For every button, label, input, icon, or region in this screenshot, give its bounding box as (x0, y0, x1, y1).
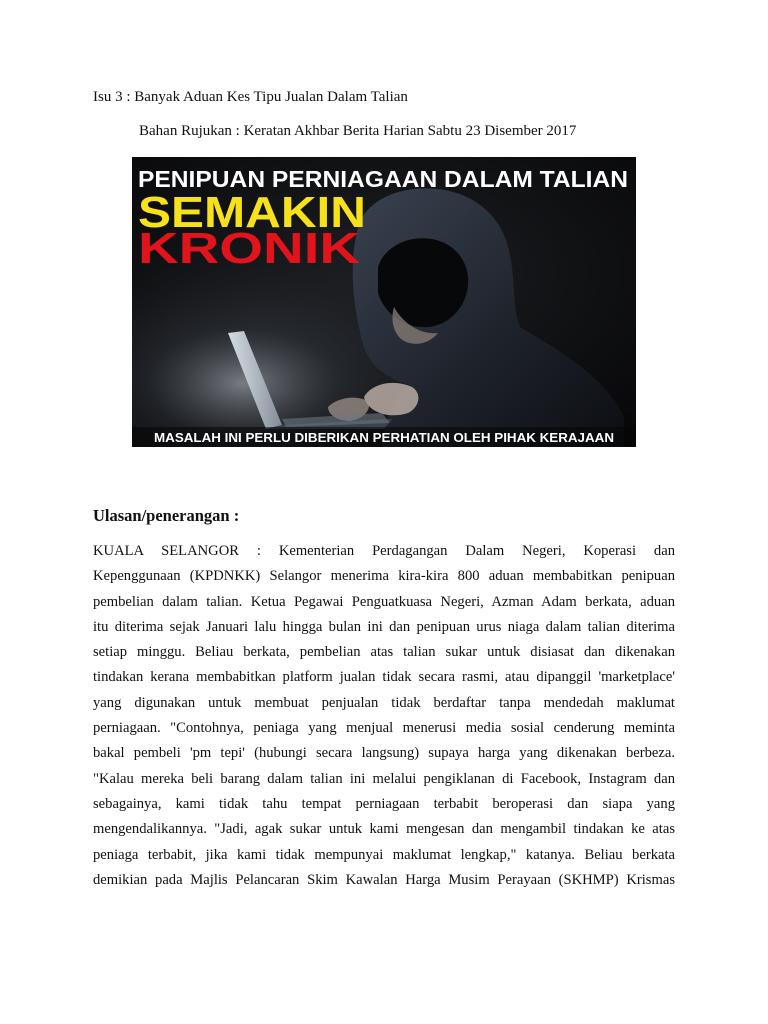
article-body (93, 539, 675, 893)
article-line: yang digunakan untuk membuat penjualan tidak berdaftar tanpa mendedah maklumat (93, 694, 675, 711)
section-heading: Ulasan/penerangan : (93, 506, 240, 525)
article-line: "Kalau mereka beli barang dalam talian ini melalui pengiklanan di Facebook, Instagram dan (93, 770, 675, 787)
article-line: itu diterima sejak Januari lalu hingga bulan ini dan penipuan urus niaga dalam talian diterima (93, 618, 675, 635)
article-line: mengendalikannya. "Jadi, agak sukar untuk kami mengesan dan mengambil tindakan ke atas (93, 821, 675, 838)
banner-caption: MASALAH INI PERLU DIBERIKAN PERHATIAN OLEH PIHAK KERAJAAN (154, 431, 614, 445)
article-line: demikian pada Majlis Pelancaran Skim Kawalan Harga Musim Perayaan (SKHMP) Krismas (93, 871, 675, 888)
banner-headline-line3: KRONIK (138, 224, 361, 273)
issue-title: Isu 3 : Banyak Aduan Kes Tipu Jualan Dalam Talian (93, 89, 408, 105)
article-line: setiap minggu. Beliau berkata, pembelian atas talian sukar untuk disiasat dan dikenakan (93, 644, 675, 661)
article-line: perniagaan. "Contohnya, peniaga yang menjual menerusi media sosial cenderung meminta (93, 720, 675, 737)
banner-headline-line2: SEMAKIN (138, 188, 366, 237)
article-line: KUALA SELANGOR : Kementerian Perdagangan Dalam Negeri, Koperasi dan (93, 543, 675, 559)
banner-headline-line1: PENIPUAN PERNIAGAAN DALAM TALIAN (138, 166, 628, 192)
article-line: pembelian dalam talian. Ketua Pegawai Penguatkuasa Negeri, Azman Adam berkata, aduan (93, 593, 675, 610)
article-line: sebagainya, kami tidak tahu tempat perniagaan terbabit beroperasi dan siapa yang (93, 795, 675, 812)
article-line: tindakan kerana membabitkan platform jualan tidak secara rasmi, atau dipanggil 'marketplace' (93, 669, 675, 686)
article-line: bakal pembeli 'pm tepi' (hubungi secara langsung) supaya harga yang dikenakan berbeza. (93, 745, 675, 762)
source-reference: Bahan Rujukan : Keratan Akhbar Berita Harian Sabtu 23 Disember 2017 (139, 123, 577, 139)
article-line: Kepenggunaan (KPDNKK) Selangor menerima kira-kira 800 aduan membabitkan penipuan (93, 568, 675, 585)
banner-illustration (132, 157, 636, 447)
article-line: peniaga terbabit, jika kami tidak mempunyai maklumat lengkap," katanya. Beliau berkata (93, 846, 675, 863)
news-banner-image (132, 157, 636, 447)
